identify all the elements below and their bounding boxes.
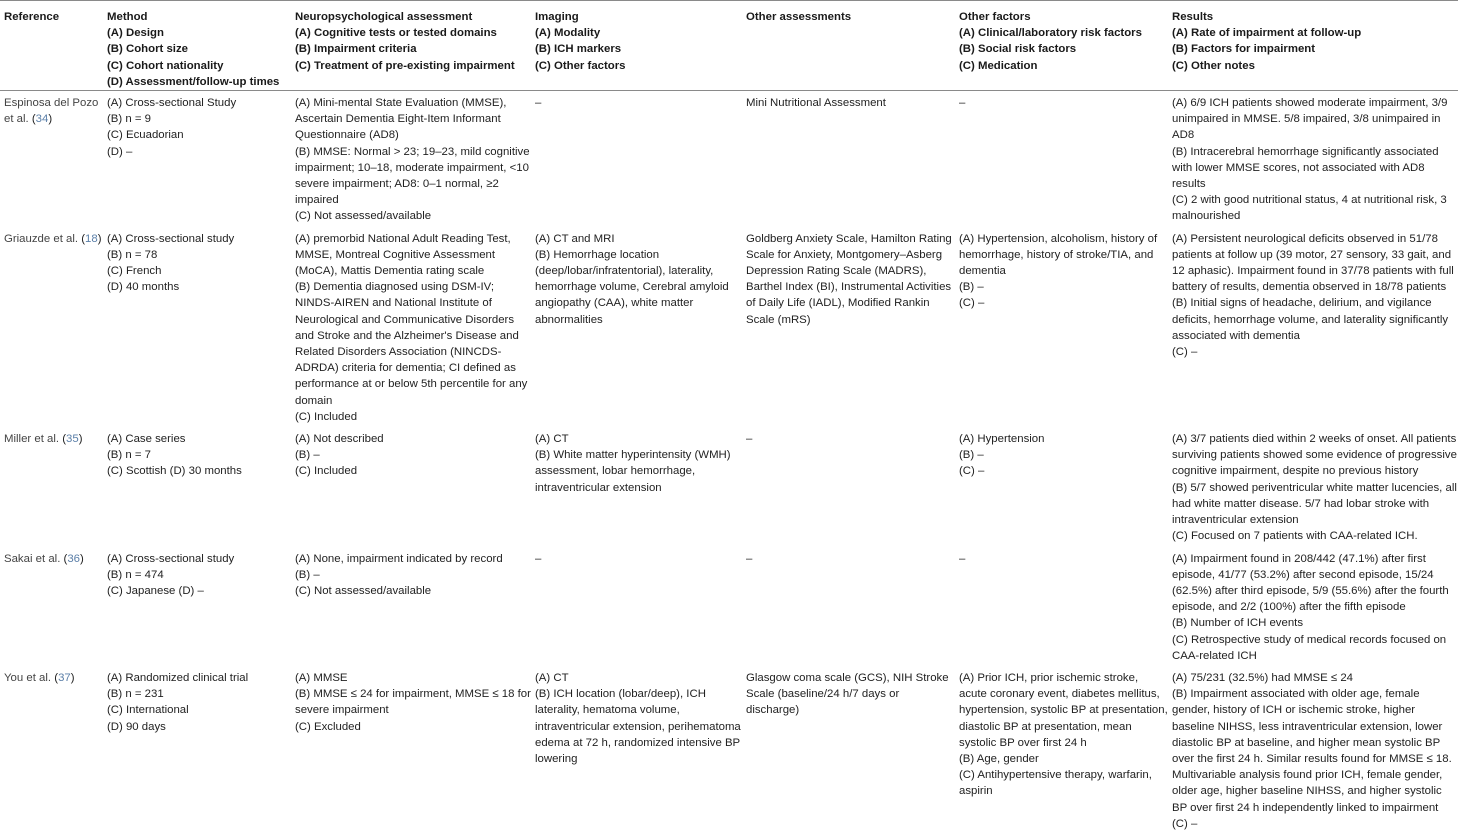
cell-line: (C) Not assessed/available	[295, 584, 432, 597]
cell-line: (B) Hemorrhage location (deep/lobar/infratentorial), laterality, hemorrhage volume, Cerebral amyloid angiopathy (CAA), white matter abnormalities	[535, 248, 729, 326]
citation-link[interactable]: 36	[67, 552, 80, 565]
citation-link[interactable]: 37	[58, 671, 71, 684]
cell-line: (D) 90 days	[107, 720, 166, 733]
imaging-cell	[531, 666, 742, 834]
cell-line: (C) Japanese (D) –	[107, 584, 204, 597]
cell-line: (B) n = 474	[107, 568, 164, 581]
imaging-cell	[531, 547, 742, 666]
reference-authors: Griauzde et al.	[4, 232, 79, 245]
cell-line: (C) Included	[295, 410, 358, 423]
other-factors-cell	[955, 547, 1168, 666]
cell-line: (B) –	[959, 281, 984, 294]
cell-line: –	[746, 552, 753, 565]
cell-line: (C) Included	[295, 465, 358, 478]
other-factors-cell	[955, 427, 1168, 546]
cell-line: (A) Cross-sectional study	[107, 232, 235, 245]
cell-line: (D) –	[107, 145, 133, 158]
cell-line: (B) n = 231	[107, 688, 164, 701]
cell-line: (B) MMSE: Normal > 23; 19–23, mild cognitive impairment; 10–18, moderate impairment, <10 severe impairment; AD8: 0–1 normal, ≥2 impaired	[295, 145, 530, 207]
header-line: Reference	[4, 11, 60, 23]
results-cell	[1168, 666, 1458, 834]
cell-line: (A) Hypertension, alcoholism, history of hemorrhage, history of stroke/TIA, and dementia	[959, 232, 1158, 278]
cell-line: (B) Initial signs of headache, delirium, and vigilance deficits, hemorrhage volume, and laterality significantly associated with dementia	[1172, 297, 1449, 342]
cell-line: (B) n = 78	[107, 248, 158, 261]
cell-line: (A) Persistent neurological deficits observed in 51/78 patients at follow up (39 motor, 27 sensory, 33 gait, and 12 aphasic). Impairment found in 37/78 patients with full battery of results, dementia observed in 18/78 patients	[1172, 232, 1454, 294]
citation-link[interactable]: 35	[66, 433, 79, 446]
table-body	[0, 91, 1458, 834]
cell-line: (C) 2 with good nutritional status, 4 at nutritional risk, 3 malnourished	[1172, 194, 1447, 223]
imaging-cell	[531, 227, 742, 427]
cell-line: (A) 6/9 ICH patients showed moderate impairment, 3/9 unimpaired in MMSE. 5/8 impaired, 3/8 unimpaired in AD8	[1172, 97, 1448, 142]
reference-cell: Miller et al. (35)	[4, 433, 83, 446]
method-cell	[103, 227, 291, 427]
header-line: (B) Factors for impairment	[1172, 43, 1316, 56]
cell-line: –	[746, 433, 753, 446]
header-line: (C) Other factors	[535, 59, 626, 72]
header-line: (B) Impairment criteria	[295, 43, 417, 56]
header-line: (B) ICH markers	[535, 43, 622, 56]
cell-line: (A) MMSE	[295, 671, 348, 684]
results-cell	[1168, 227, 1458, 427]
header-line: (C) Cohort nationality	[107, 59, 224, 72]
cell-line: (B) –	[959, 449, 984, 462]
cell-line: (C) Focused on 7 patients with CAA-related ICH.	[1172, 530, 1418, 543]
column-header-other-factors	[955, 1, 1168, 91]
header-line: (A) Cognitive tests or tested domains	[295, 27, 497, 40]
cell-line: (A) 75/231 (32.5%) had MMSE ≤ 24	[1172, 671, 1353, 684]
cell-line: (B) –	[295, 568, 320, 581]
cell-line: (C) Not assessed/available	[295, 210, 432, 223]
cell-line: (B) Number of ICH events	[1172, 617, 1304, 630]
header-line: (A) Clinical/laboratory risk factors	[959, 27, 1142, 40]
cell-line: (A) premorbid National Adult Reading Test, MMSE, Montreal Cognitive Assessment (MoCA), Mattis Dementia rating scale	[295, 232, 511, 278]
other-assessments-cell	[742, 427, 955, 546]
cell-line: Goldberg Anxiety Scale, Hamilton Rating Scale for Anxiety, Montgomery–Asberg Depression Rating Scale (MADRS), Barthel Index (BI), Instrumental Activities of Daily Life (IADL), Modified Rankin Scale (mRS)	[746, 232, 952, 326]
cell-line: Mini Nutritional Assessment	[746, 97, 886, 110]
cell-line: Glasgow coma scale (GCS), NIH Stroke Scale (baseline/24 h/7 days or discharge)	[746, 671, 949, 717]
cell-line: (A) Impairment found in 208/442 (47.1%) after first episode, 41/77 (53.2%) after second episode, 15/24 (62.5%) after third episode, 5/9 (55.6%) after the fourth episode, and 2/2 (100%) after the fifth episode	[1172, 552, 1449, 614]
column-header-results	[1168, 1, 1458, 91]
results-cell	[1168, 547, 1458, 666]
header-line: (A) Design	[107, 27, 164, 40]
cell-line: (C) –	[959, 297, 985, 310]
other-factors-cell	[955, 666, 1168, 834]
other-assessments-cell	[742, 91, 955, 227]
table-row	[0, 666, 1458, 834]
header-line: (B) Social risk factors	[959, 43, 1077, 56]
cell-line: (A) Randomized clinical trial	[107, 671, 249, 684]
cell-line: (C) Retrospective study of medical records focused on CAA-related ICH	[1172, 633, 1447, 662]
header-line: (B) Cohort size	[107, 43, 188, 56]
reference-cell: You et al. (37)	[4, 671, 75, 684]
cell-line: (B) ICH location (lobar/deep), ICH laterality, hematoma volume, intraventricular extension, perihematoma edema at 72 h, randomized intensive BP lowering	[535, 688, 741, 765]
table-row	[0, 427, 1458, 546]
cell-line: (A) Case series	[107, 433, 186, 446]
header-line: (C) Medication	[959, 59, 1038, 72]
other-assessments-cell	[742, 547, 955, 666]
column-header-imaging	[531, 1, 742, 91]
cell-line: (A) Prior ICH, prior ischemic stroke, acute coronary event, diabetes mellitus, hypertension, systolic BP at presentation, diastolic BP at presentation, mean systolic BP over first 24 h	[959, 671, 1168, 749]
cell-line: (C) –	[1172, 346, 1198, 359]
cell-line: (B) 5/7 showed periventricular white matter lucencies, all had white matter disease. 5/7 had lobar stroke with intraventricular extension	[1172, 481, 1457, 527]
other-factors-cell	[955, 227, 1168, 427]
neuro-cell	[291, 227, 531, 427]
other-assessments-cell	[742, 227, 955, 427]
results-cell	[1168, 91, 1458, 227]
cell-line: (C) Ecuadorian	[107, 129, 184, 142]
cell-line: (A) CT	[535, 433, 569, 446]
header-line: Neuropsychological assessment	[295, 11, 473, 23]
cell-line: –	[535, 552, 542, 565]
header-line: Other assessments	[746, 11, 852, 23]
cell-line: (B) Impairment associated with older age, female gender, history of ICH or ischemic stroke, higher baseline NIHSS, less intraventricular extension, lower diastolic BP at baseline, and higher mean systolic BP over the first 24 h. Similar results found for MMSE ≤ 18. Multivariable analysis found prior ICH, female gender, older age, higher baseline NIHSS, and higher systolic BP over first 24 h independently linked to impairment	[1172, 688, 1452, 814]
reference-authors: Sakai et al.	[4, 552, 61, 565]
header-line: (C) Other notes	[1172, 59, 1255, 72]
table-row	[0, 91, 1458, 227]
neuro-cell	[291, 91, 531, 227]
cell-line: (A) 3/7 patients died within 2 weeks of onset. All patients surviving patients showed some evidence of progressive cognitive impairment, despite no previous history	[1172, 433, 1457, 478]
column-header-method	[103, 1, 291, 91]
table-row	[0, 547, 1458, 666]
cell-line: (A) CT and MRI	[535, 232, 615, 245]
neuro-cell	[291, 666, 531, 834]
cell-line: (C) International	[107, 704, 189, 717]
header-line: Other factors	[959, 11, 1031, 23]
header-line: (D) Assessment/follow-up times	[107, 75, 280, 88]
reference-authors: Miller et al.	[4, 433, 60, 446]
cell-line: (B) MMSE ≤ 24 for impairment, MMSE ≤ 18 for severe impairment	[295, 688, 531, 717]
header-line: (C) Treatment of pre-existing impairment	[295, 59, 515, 72]
cell-line: (C) Antihypertensive therapy, warfarin, aspirin	[959, 769, 1152, 798]
citation-link[interactable]: 18	[85, 232, 98, 245]
method-cell	[103, 666, 291, 834]
cell-line: (A) None, impairment indicated by record	[295, 552, 503, 565]
reference-cell: Griauzde et al. (18)	[4, 232, 102, 245]
results-cell	[1168, 427, 1458, 546]
table-row	[0, 227, 1458, 427]
header-line: (A) Modality	[535, 27, 601, 40]
header-line: Imaging	[535, 11, 579, 23]
cell-line: (B) Age, gender	[959, 752, 1039, 765]
neuro-cell	[291, 427, 531, 546]
imaging-cell	[531, 427, 742, 546]
imaging-cell	[531, 91, 742, 227]
cell-line: (B) n = 9	[107, 113, 151, 126]
header-line: (A) Rate of impairment at follow-up	[1172, 27, 1362, 40]
reference-cell: Sakai et al. (36)	[4, 552, 84, 565]
column-header-reference	[0, 1, 103, 91]
cell-line: (B) –	[295, 449, 320, 462]
cell-line: –	[959, 552, 966, 565]
cell-line: (B) Dementia diagnosed using DSM-IV; NINDS-AIREN and National Institute of Neurological and Communicative Disorders and Stroke and the Alzheimer's Disease and Related Disorders Association (NINCDS-ADRDA) criteria for dementia; CI defined as performance at or below 5th percentile for any domain	[295, 281, 528, 407]
header-line: Method	[107, 11, 148, 23]
cell-line: (A) Mini-mental State Evaluation (MMSE), Ascertain Dementia Eight-Item Informant Questionnaire (AD8)	[295, 97, 507, 142]
column-header-other-assessments	[742, 1, 955, 91]
cell-line: (A) Hypertension	[959, 433, 1045, 446]
neuro-cell	[291, 547, 531, 666]
header-row	[0, 1, 1458, 91]
column-header-neuropsych	[291, 1, 531, 91]
cell-line: (A) CT	[535, 671, 569, 684]
cell-line: (B) n = 7	[107, 449, 151, 462]
cell-line: (A) Cross-sectional Study	[107, 97, 237, 110]
citation-link[interactable]: 34	[35, 113, 49, 126]
cell-line: (A) Not described	[295, 433, 384, 446]
cell-line: (C) –	[959, 465, 985, 478]
other-factors-cell	[955, 91, 1168, 227]
cell-line: (D) 40 months	[107, 281, 180, 294]
header-line: Results	[1172, 11, 1214, 23]
cell-line: (C) Scottish (D) 30 months	[107, 465, 242, 478]
method-cell	[103, 547, 291, 666]
reference-cell: Espinosa del Pozo et al. (34)	[4, 97, 99, 126]
method-cell	[103, 427, 291, 546]
cell-line: (C) Excluded	[295, 720, 361, 733]
reference-authors: Espinosa del Pozo et al.	[4, 97, 99, 126]
cell-line: –	[959, 97, 966, 110]
method-cell	[103, 91, 291, 227]
reference-authors: You et al.	[4, 671, 52, 684]
cell-line: (B) Intracerebral hemorrhage significantly associated with lower MMSE scores, not associated with AD8 results	[1172, 145, 1439, 191]
cell-line: (C) French	[107, 265, 162, 278]
cell-line: (B) White matter hyperintensity (WMH) assessment, lobar hemorrhage, intraventricular extension	[535, 449, 731, 494]
cell-line: (C) –	[1172, 817, 1198, 830]
other-assessments-cell	[742, 666, 955, 834]
cell-line: –	[535, 97, 542, 110]
cell-line: (A) Cross-sectional study	[107, 552, 235, 565]
